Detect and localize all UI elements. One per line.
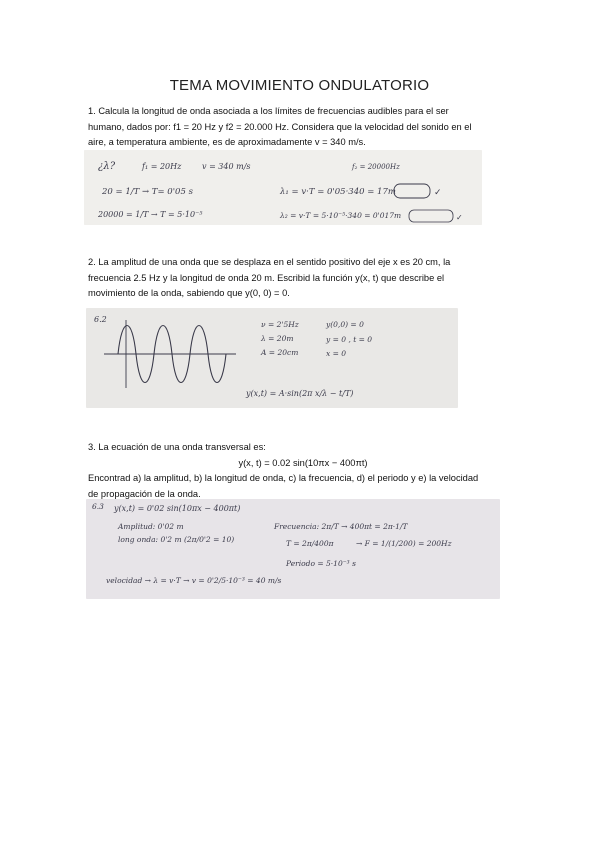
hw-q2-wavelength: λ = 20m xyxy=(261,334,294,343)
question-1-line: aire, a temperatura ambiente, es de aproximadamente v = 340 m/s. xyxy=(88,137,366,147)
check-icon: ✓ xyxy=(434,187,442,197)
hw-q1-line1d: f₂ = 20000Hz xyxy=(352,163,400,171)
question-3-text xyxy=(88,440,518,502)
hw-q1-line3a: 20000 = 1/T → T = 5·10⁻⁵ xyxy=(98,210,203,219)
hw-q1-line3b: λ₂ = v·T = 5·10⁻⁵·340 = 0'017m xyxy=(280,211,402,220)
hw-q3-period-equation: T = 2π/400π xyxy=(286,539,334,548)
answer-3-photo xyxy=(86,499,500,599)
question-2-text xyxy=(88,255,518,302)
question-1-text xyxy=(88,104,518,151)
check-icon: ✓ xyxy=(456,213,463,222)
hw-q3-label: 6.3 xyxy=(92,502,104,511)
question-3-line: de propagación de la onda. xyxy=(88,488,201,499)
hw-q3-velocity: velocidad → λ = v·T → v = 0'2/5·10⁻³ = 40 m/s xyxy=(106,576,282,585)
hw-q2-formula: y(x,t) = A·sin(2π x/λ − t/T) xyxy=(246,389,354,398)
hw-q2-initial-condition: y(0,0) = 0 xyxy=(326,320,364,329)
hw-q1-line1b: f₁ = 20Hz xyxy=(142,162,182,171)
question-2-line: frecuencia 2.5 Hz y la longitud de onda 20 m. Escribid la función y(x, t) que describe el xyxy=(88,272,445,283)
answer-1-photo xyxy=(84,150,482,225)
page-title: TEMA MOVIMIENTO ONDULATORIO xyxy=(169,77,430,94)
question-2-line: movimiento de la onda, sabiendo que y(0, 0) = 0. xyxy=(88,288,290,298)
hw-q3-amplitude: Amplitud: 0'02 m xyxy=(118,522,184,531)
hw-q1-line1a: ¿λ? xyxy=(98,161,116,172)
hw-q3-wavelength: long onda: 0'2 m (2π/0'2 = 10) xyxy=(118,535,235,544)
question-3-line: 3. La ecuación de una onda transversal es: xyxy=(88,442,266,452)
hw-q2-amplitude: A = 20cm xyxy=(261,348,299,357)
question-3-line: Encontrad a) la amplitud, b) la longitud de onda, c) la frecuencia, d) el periodo y e) la velocidad xyxy=(88,473,479,483)
hw-q1-line1c: v = 340 m/s xyxy=(202,162,251,171)
question-3-equation: y(x, t) = 0.02 sin(10πx − 400πt) xyxy=(238,457,368,468)
question-1-line: humano, dados por: f1 = 20 Hz y f2 = 20.000 Hz. Considera que la velocidad del sonido en el xyxy=(88,121,472,132)
question-2-line: 2. La amplitud de una onda que se desplaza en el sentido positivo del eje x es 20 cm, la xyxy=(88,257,451,267)
answer-2-photo xyxy=(86,308,458,408)
hw-q2-condition-t: y = 0 , t = 0 xyxy=(326,335,373,344)
hw-q2-frequency: ν = 2'5Hz xyxy=(261,320,299,329)
hw-q2-label: 6.2 xyxy=(94,315,107,324)
hw-q3-equation: y(x,t) = 0'02 sin(10πx − 400πt) xyxy=(114,504,241,513)
hw-q3-frequency-result: → F = 1/(1/200) = 200Hz xyxy=(356,539,452,548)
hw-q3-period: Periodo = 5·10⁻³ s xyxy=(286,559,356,568)
hw-q1-line2a: 20 = 1/T → T= 0'05 s xyxy=(102,187,193,197)
hw-q3-frequency: Frecuencia: 2π/T → 400πt = 2π·1/T xyxy=(274,522,408,531)
hw-q1-line2b: λ₁ = v·T = 0'05·340 = 17m xyxy=(280,187,396,197)
question-1-line: 1. Calcula la longitud de onda asociada a los límites de frecuencias audibles para el ser xyxy=(88,106,449,116)
hw-q2-condition-x: x = 0 xyxy=(326,349,347,358)
